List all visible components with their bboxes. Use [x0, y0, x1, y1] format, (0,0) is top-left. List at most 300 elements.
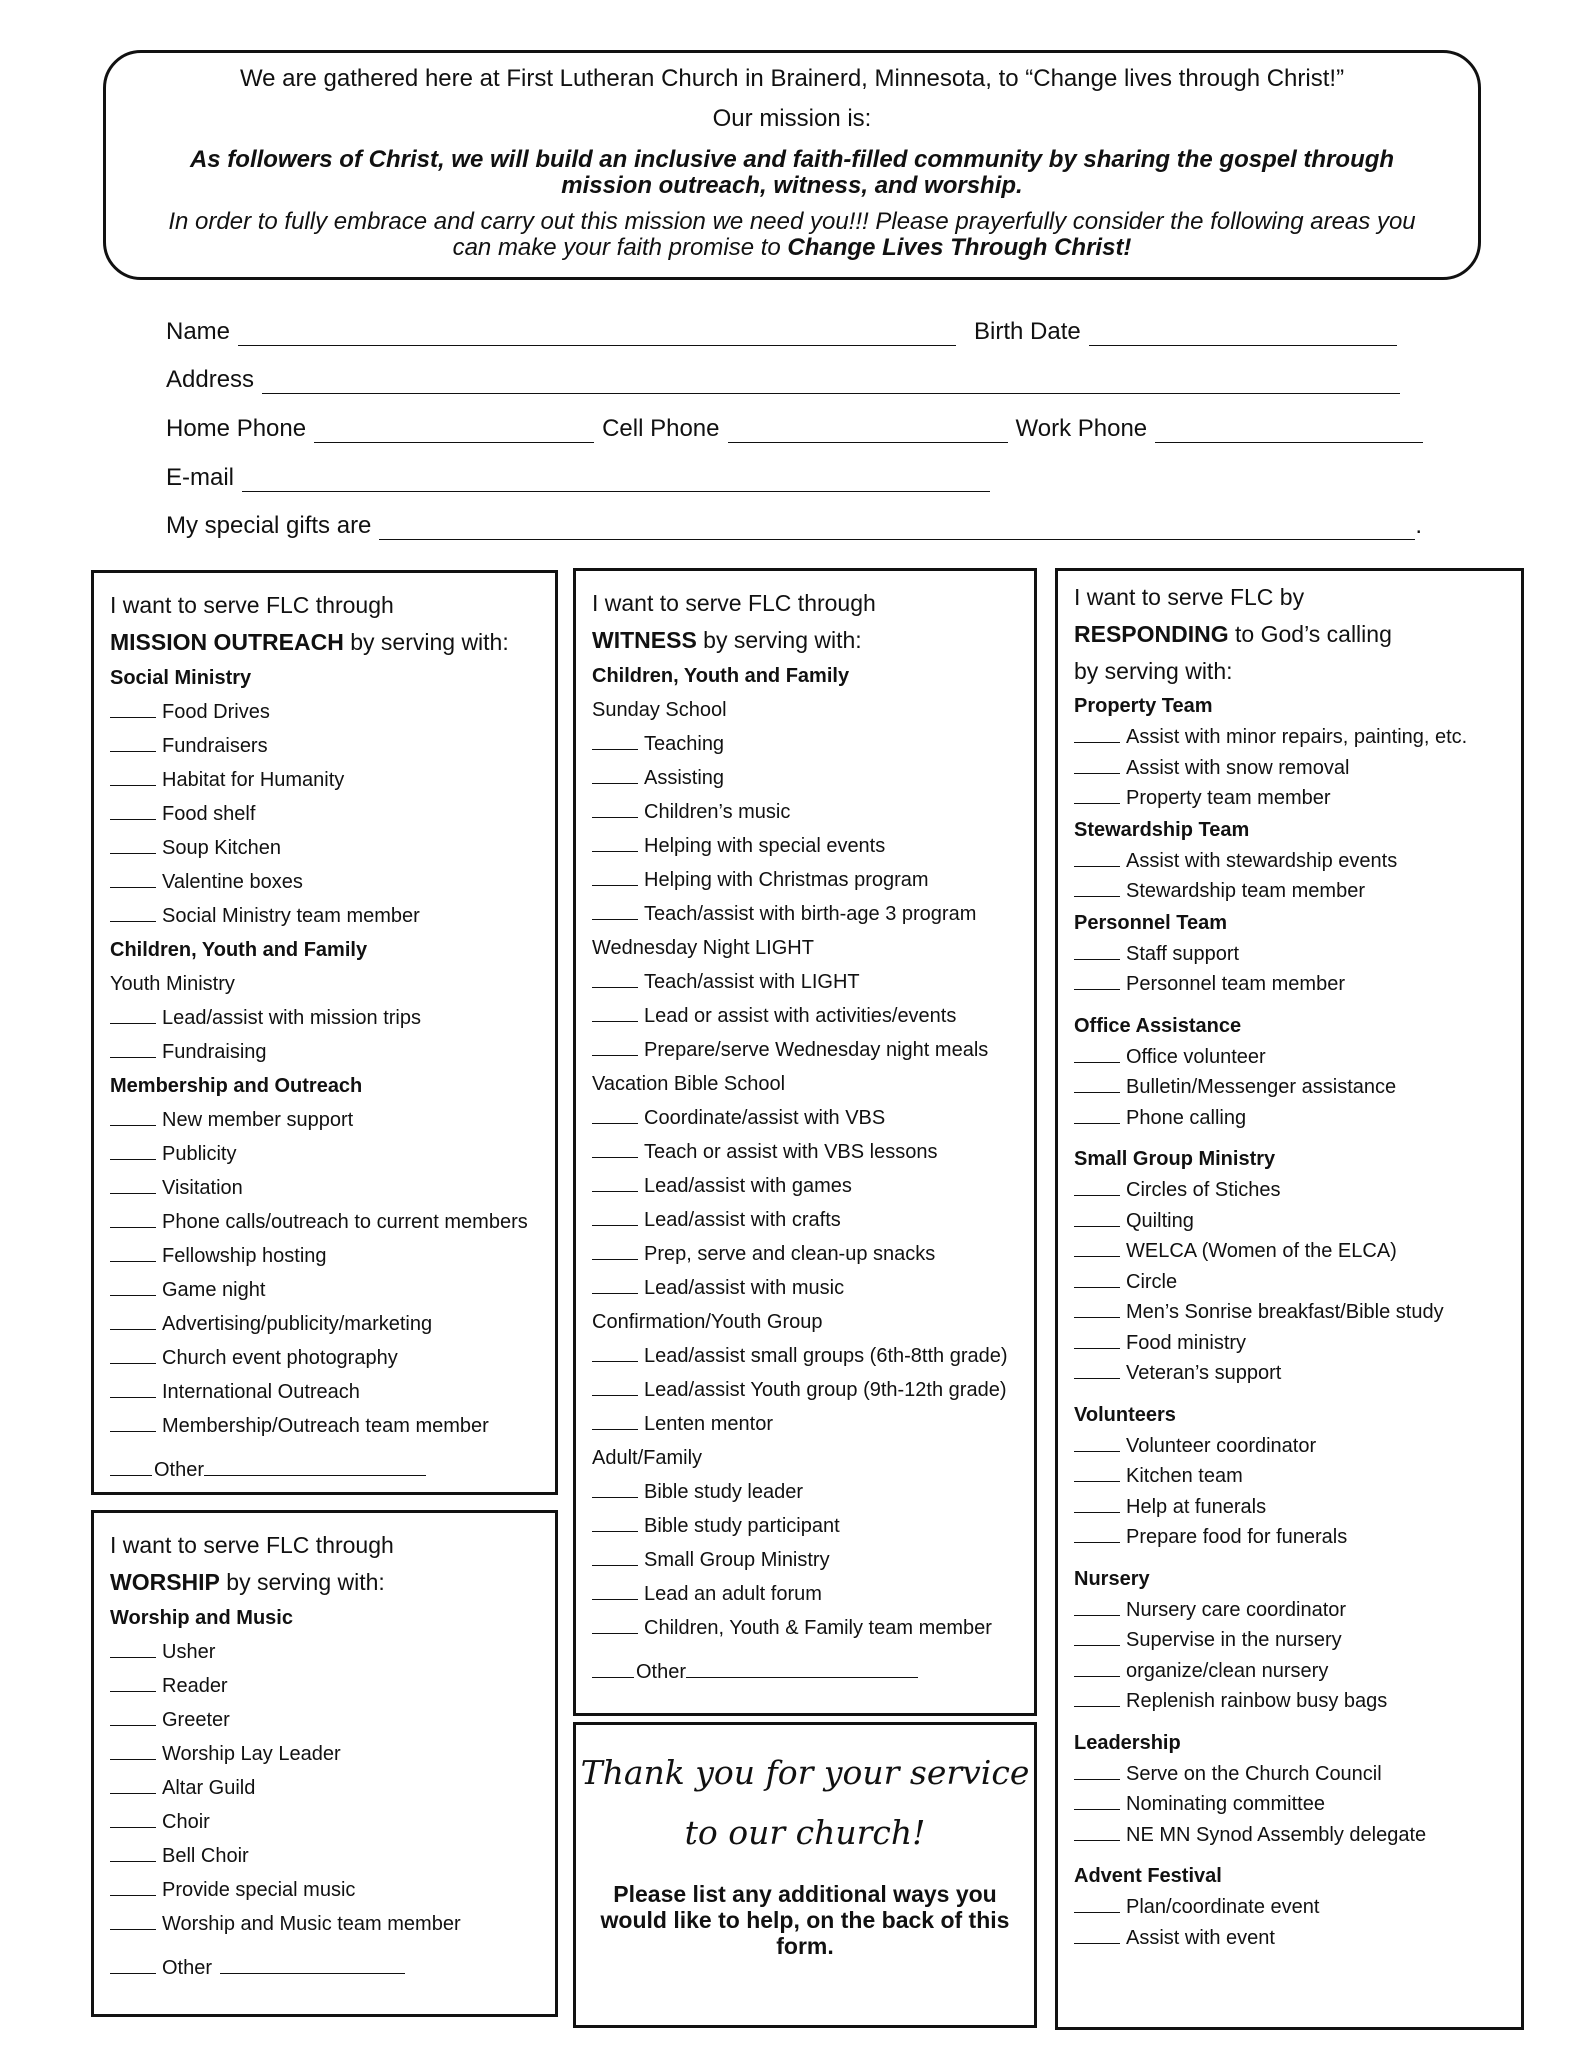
checklist-item-label: Veteran’s support: [1126, 1362, 1282, 1384]
checklist-item: [110, 1375, 539, 1409]
checklist-item: [1074, 1595, 1505, 1626]
checklist-item-label: Fundraising: [162, 1041, 267, 1063]
subsection-title: Youth Ministry: [110, 973, 235, 995]
checkbox-blank[interactable]: [1074, 1360, 1120, 1379]
checklist-item-label: Lead an adult forum: [644, 1583, 822, 1605]
checklist-item: [1074, 1431, 1505, 1462]
checklist-item-label: Social Ministry team member: [162, 905, 420, 927]
witness-other-row: [592, 1655, 1018, 1689]
checkbox-blank[interactable]: [592, 799, 638, 818]
checklist-item: [592, 1339, 1018, 1373]
mission-statement-box: [103, 50, 1481, 280]
checklist-item-label: Fundraisers: [162, 735, 268, 757]
checklist-item: [110, 899, 539, 933]
checkbox-blank[interactable]: [592, 731, 638, 750]
checklist-item-label: Bell Choir: [162, 1845, 249, 1867]
home-phone-label: Home Phone: [166, 415, 307, 442]
section-title: Volunteers: [1074, 1403, 1176, 1426]
checklist-item: [592, 1475, 1018, 1509]
checkbox-blank[interactable]: [592, 1659, 634, 1678]
responding-heading-rest: to God’s calling: [1228, 621, 1392, 647]
checklist-item-label: Lead/assist small groups (6th-8tth grade): [644, 1345, 1008, 1367]
checkbox-blank[interactable]: [592, 1037, 638, 1056]
checklist-item: [1074, 1820, 1505, 1851]
checkbox-blank[interactable]: [1074, 1074, 1120, 1093]
checkbox-blank[interactable]: [1074, 1044, 1120, 1063]
checkbox-blank[interactable]: [110, 1413, 156, 1432]
checkbox-blank[interactable]: [110, 1209, 156, 1228]
checklist-item: [592, 1033, 1018, 1067]
checkbox-blank[interactable]: [1074, 1524, 1120, 1543]
checklist-item-label: Circle: [1126, 1270, 1178, 1293]
checkbox-blank[interactable]: [592, 901, 638, 920]
checklist-item: [592, 727, 1018, 761]
checklist-item-label: Teach/assist with LIGHT: [644, 971, 860, 993]
checkbox-blank[interactable]: [110, 1707, 156, 1726]
checkbox-blank[interactable]: [110, 1955, 156, 1974]
mission-outreach-intro: I want to serve FLC through: [110, 592, 394, 618]
checklist-item: [1074, 753, 1505, 784]
checkbox-blank[interactable]: [592, 1139, 638, 1158]
checkbox-blank[interactable]: [1074, 1238, 1120, 1257]
checkbox-blank[interactable]: [1074, 941, 1120, 960]
section-title: Property Team: [1074, 695, 1213, 717]
gifts-field[interactable]: [379, 517, 1415, 540]
checklist-item-label: Altar Guild: [162, 1777, 256, 1799]
checkbox-blank[interactable]: [592, 1003, 638, 1022]
checklist-item: [110, 797, 539, 831]
other-field[interactable]: [204, 1457, 426, 1476]
checklist-item-label: Quilting: [1126, 1209, 1194, 1232]
checklist-item: [592, 897, 1018, 931]
mission-outreach-heading-rest: by serving with:: [343, 629, 509, 655]
cell-phone-field[interactable]: [728, 420, 1008, 443]
checklist-item-label: Men’s Sonrise breakfast/Bible study: [1126, 1301, 1444, 1323]
checkbox-blank[interactable]: [110, 733, 156, 752]
checklist-item: [1074, 1656, 1505, 1687]
section-title: Social Ministry: [110, 667, 252, 689]
checklist-item: [1074, 1072, 1505, 1103]
checklist-item: [110, 1771, 539, 1805]
checklist-item: [110, 763, 539, 797]
checklist-item: [592, 1509, 1018, 1543]
checklist-item: [110, 1839, 539, 1873]
checklist-item-label: Help at funerals: [1126, 1495, 1267, 1518]
checklist-item: [110, 865, 539, 899]
checkbox-blank[interactable]: [110, 1039, 156, 1058]
checklist-item-label: Greeter: [162, 1709, 230, 1731]
checkbox-blank[interactable]: [592, 1207, 638, 1226]
checkbox-blank[interactable]: [1074, 1208, 1120, 1227]
checklist-item: [1074, 1267, 1505, 1298]
checkbox-blank[interactable]: [1074, 1177, 1120, 1196]
checkbox-blank[interactable]: [1074, 1330, 1120, 1349]
worship-other-row: [110, 1951, 539, 1985]
checklist-item-label: Food shelf: [162, 803, 256, 825]
checklist-item-label: Phone calling: [1126, 1106, 1247, 1129]
gifts-row: [166, 512, 1422, 540]
checklist-item: [1074, 1923, 1505, 1954]
checklist-item-label: Teaching: [644, 733, 725, 755]
checklist-item-label: Prepare/serve Wednesday night meals: [644, 1039, 989, 1061]
checklist-item-label: Bible study leader: [644, 1481, 803, 1503]
checklist-item: [592, 1101, 1018, 1135]
checkbox-blank[interactable]: [592, 1377, 638, 1396]
checkbox-blank[interactable]: [592, 833, 638, 852]
invite-text-bold: Change Lives Through Christ!: [787, 234, 1132, 261]
checkbox-blank[interactable]: [1074, 878, 1120, 897]
checklist-item: [110, 1873, 539, 1907]
checkbox-blank[interactable]: [110, 699, 156, 718]
checkbox-blank[interactable]: [1074, 1105, 1120, 1124]
checklist-item-label: Bulletin/Messenger assistance: [1126, 1076, 1397, 1098]
checkbox-blank[interactable]: [592, 1411, 638, 1430]
checkbox-blank[interactable]: [592, 1615, 638, 1634]
responding-intro: I want to serve FLC by: [1074, 584, 1305, 610]
checkbox-blank[interactable]: [110, 1277, 156, 1296]
checkbox-blank[interactable]: [592, 1479, 638, 1498]
checklist-item-label: Lenten mentor: [644, 1413, 773, 1435]
checkbox-blank[interactable]: [1074, 1822, 1120, 1841]
checkbox-blank[interactable]: [110, 1107, 156, 1126]
checkbox-blank[interactable]: [110, 1877, 156, 1896]
checkbox-blank[interactable]: [110, 869, 156, 888]
checkbox-blank[interactable]: [1074, 1627, 1120, 1646]
checklist-item: [110, 1001, 539, 1035]
checkbox-blank[interactable]: [110, 1639, 156, 1658]
checklist-item-label: Plan/coordinate event: [1126, 1896, 1320, 1918]
checklist-item-label: Teach/assist with birth-age 3 program: [644, 903, 977, 925]
checklist-item-label: Choir: [162, 1811, 210, 1833]
checkbox-blank[interactable]: [1074, 1494, 1120, 1513]
checkbox-blank[interactable]: [110, 1809, 156, 1828]
mission-outreach-sections: [110, 661, 539, 1443]
section-title: Children, Youth and Family: [110, 939, 368, 961]
invite-text-body: In order to fully embrace and carry out this mission we need you!!! Please prayerfully consider the following areas you can make your faith promise to: [168, 208, 1416, 261]
checklist-item-label: Circles of Stiches: [1126, 1179, 1281, 1201]
checklist-item: [110, 1205, 539, 1239]
checkbox-blank[interactable]: [592, 1547, 638, 1566]
checklist-item: [1074, 783, 1505, 814]
thank-you-line-2: to our church!: [684, 1813, 926, 1852]
checklist-item-label: Staff support: [1126, 942, 1240, 965]
work-phone-label: Work Phone: [1015, 415, 1148, 442]
subsection-title: Sunday School: [592, 699, 727, 721]
checklist-item: [110, 831, 539, 865]
name-field[interactable]: [238, 323, 956, 346]
checkbox-blank[interactable]: [592, 1275, 638, 1294]
checkbox-blank[interactable]: [110, 1141, 156, 1160]
checklist-item-label: Prepare food for funerals: [1126, 1526, 1348, 1548]
address-row: [166, 366, 1408, 394]
work-phone-field[interactable]: [1155, 420, 1423, 443]
checkbox-blank[interactable]: [1074, 1894, 1120, 1913]
section-title: Advent Festival: [1074, 1865, 1222, 1887]
checklist-item: [592, 829, 1018, 863]
intro-line: We are gathered here at First Lutheran Church in Brainerd, Minnesota, to “Change lives through Christ!”: [239, 65, 1345, 92]
witness-heading-rest: by serving with:: [696, 627, 862, 653]
checklist-item: [110, 1137, 539, 1171]
birth-date-field[interactable]: [1089, 323, 1397, 346]
checklist-item: [1074, 1522, 1505, 1553]
checklist-item: [1074, 1103, 1505, 1134]
checkbox-blank[interactable]: [110, 1345, 156, 1364]
witness-groups: [592, 693, 1018, 1645]
checklist-item: [110, 1805, 539, 1839]
other-field[interactable]: [220, 1955, 405, 1974]
checkbox-blank[interactable]: [592, 1343, 638, 1362]
checklist-item-label: Worship Lay Leader: [162, 1743, 341, 1765]
checkbox-blank[interactable]: [1074, 1658, 1120, 1677]
other-label: Other: [636, 1661, 687, 1683]
checklist-item: [592, 863, 1018, 897]
checkbox-blank[interactable]: [592, 1173, 638, 1192]
checklist-item: [1074, 1686, 1505, 1717]
checkbox-blank[interactable]: [1074, 755, 1120, 774]
checklist-item-label: Small Group Ministry: [644, 1549, 830, 1571]
checkbox-blank[interactable]: [1074, 1761, 1120, 1780]
checklist-item-label: Stewardship team member: [1126, 880, 1365, 902]
email-row: [166, 464, 998, 492]
checkbox-blank[interactable]: [110, 903, 156, 922]
checklist-item: [1074, 1358, 1505, 1389]
worship-intro: I want to serve FLC through: [110, 1532, 394, 1558]
checklist-item-label: Provide special music: [162, 1879, 356, 1901]
checklist-item: [592, 1203, 1018, 1237]
checklist-item-label: Reader: [162, 1675, 228, 1697]
name-row: [166, 318, 1405, 346]
checklist-item: [110, 1307, 539, 1341]
checklist-item-label: Property team member: [1126, 787, 1331, 809]
checklist-item: [592, 761, 1018, 795]
responding-box: [1055, 568, 1524, 2030]
checklist-item: [110, 1635, 539, 1669]
checklist-item-label: Visitation: [162, 1177, 243, 1199]
checklist-item-label: Habitat for Humanity: [162, 769, 345, 791]
checkbox-blank[interactable]: [592, 1105, 638, 1124]
checklist-item: [110, 1171, 539, 1205]
checklist-item: [1074, 1042, 1505, 1073]
checklist-item: [592, 999, 1018, 1033]
checkbox-blank[interactable]: [110, 1175, 156, 1194]
checklist-item-label: Assist with stewardship events: [1126, 849, 1398, 872]
mission-outreach-heading-bold: MISSION OUTREACH: [110, 629, 344, 655]
checklist-item-label: Advertising/publicity/marketing: [162, 1313, 433, 1335]
section-title: Nursery: [1074, 1567, 1150, 1590]
checklist-item: [592, 795, 1018, 829]
checklist-item-label: Lead or assist with activities/events: [644, 1005, 957, 1027]
checklist-item-label: Assist with snow removal: [1126, 756, 1350, 779]
section-title: Small Group Ministry: [1074, 1148, 1276, 1170]
checkbox-blank[interactable]: [110, 1005, 156, 1024]
checklist-item-label: New member support: [162, 1109, 354, 1131]
checkbox-blank[interactable]: [110, 1243, 156, 1262]
email-label: E-mail: [166, 464, 235, 491]
worship-heading: [110, 1564, 539, 1601]
checkbox-blank[interactable]: [110, 1843, 156, 1862]
checklist-item-label: Lead/assist with music: [644, 1277, 845, 1299]
other-label: Other: [154, 1459, 205, 1481]
checklist-item: [592, 1373, 1018, 1407]
checkbox-blank[interactable]: [592, 765, 638, 784]
worship-heading-rest: by serving with:: [219, 1569, 385, 1595]
checklist-item-label: Coordinate/assist with VBS: [644, 1107, 886, 1129]
responding-sections: [1074, 690, 1505, 1953]
witness-section-title: Children, Youth and Family: [592, 665, 850, 687]
checklist-item: [592, 1135, 1018, 1169]
checklist-item: [110, 729, 539, 763]
checklist-item-label: Usher: [162, 1641, 216, 1663]
witness-box: [573, 568, 1037, 1716]
checkbox-blank[interactable]: [592, 969, 638, 988]
checklist-item: [110, 1035, 539, 1069]
checklist-item-label: organize/clean nursery: [1126, 1659, 1329, 1682]
checklist-item-label: Supervise in the nursery: [1126, 1629, 1342, 1651]
checklist-item: [110, 1273, 539, 1307]
checkbox-blank[interactable]: [1074, 1299, 1120, 1318]
checkbox-blank[interactable]: [1074, 1269, 1120, 1288]
checkbox-blank[interactable]: [110, 1741, 156, 1760]
home-phone-field[interactable]: [314, 420, 594, 443]
checkbox-blank[interactable]: [1074, 848, 1120, 867]
checklist-item-label: Helping with special events: [644, 835, 886, 857]
worship-section-title: Worship and Music: [110, 1607, 293, 1629]
checklist-item-label: Office volunteer: [1126, 1045, 1266, 1068]
checkbox-blank[interactable]: [1074, 971, 1120, 990]
checklist-item-label: Nursery care coordinator: [1126, 1598, 1347, 1621]
checkbox-blank[interactable]: [110, 1775, 156, 1794]
checklist-item: [110, 1907, 539, 1941]
checklist-item-label: Bible study participant: [644, 1515, 840, 1537]
checklist-item: [110, 1341, 539, 1375]
checklist-item: [110, 1409, 539, 1443]
checklist-item-label: Assisting: [644, 767, 725, 789]
section-title: Office Assistance: [1074, 1014, 1242, 1037]
checklist-item: [1074, 1892, 1505, 1923]
checklist-item-label: Children, Youth & Family team member: [644, 1617, 992, 1639]
responding-intro-3: by serving with:: [1074, 658, 1233, 684]
section-title: Membership and Outreach: [110, 1075, 363, 1097]
checklist-item: [1074, 1789, 1505, 1820]
checklist-item-label: Food ministry: [1126, 1331, 1247, 1354]
checkbox-blank[interactable]: [1074, 1597, 1120, 1616]
checklist-item-label: Food Drives: [162, 701, 270, 723]
other-field[interactable]: [686, 1659, 918, 1678]
checklist-item: [110, 1703, 539, 1737]
checklist-item-label: Lead/assist with games: [644, 1175, 852, 1197]
checklist-item-label: Volunteer coordinator: [1126, 1434, 1317, 1457]
checklist-item: [1074, 969, 1505, 1000]
checkbox-blank[interactable]: [110, 835, 156, 854]
responding-heading: [1074, 616, 1505, 653]
checkbox-blank[interactable]: [592, 1241, 638, 1260]
address-field[interactable]: [262, 371, 1400, 394]
checkbox-blank[interactable]: [110, 767, 156, 786]
checklist-item: [1074, 1625, 1505, 1656]
mission-other-row: [110, 1453, 539, 1487]
checklist-item-label: Church event photography: [162, 1347, 398, 1369]
checkbox-blank[interactable]: [1074, 1688, 1120, 1707]
subsection-title: Vacation Bible School: [592, 1073, 786, 1095]
checklist-item-label: Lead/assist Youth group (9th-12th grade): [644, 1379, 1007, 1401]
checklist-item: [592, 1169, 1018, 1203]
name-label: Name: [166, 318, 231, 345]
checklist-item: [592, 1577, 1018, 1611]
checkbox-blank[interactable]: [110, 801, 156, 820]
checkbox-blank[interactable]: [592, 1581, 638, 1600]
section-title: Personnel Team: [1074, 911, 1228, 934]
checkbox-blank[interactable]: [1074, 724, 1120, 743]
checklist-item: [1074, 1236, 1505, 1267]
subsection-title: Confirmation/Youth Group: [592, 1311, 823, 1333]
checkbox-blank[interactable]: [592, 1513, 638, 1532]
checkbox-blank[interactable]: [110, 1911, 156, 1930]
checklist-item: [592, 1237, 1018, 1271]
checklist-item-label: Nominating committee: [1126, 1793, 1325, 1815]
checkbox-blank[interactable]: [1074, 1463, 1120, 1482]
checklist-item-label: WELCA (Women of the ELCA): [1126, 1240, 1397, 1262]
checkbox-blank[interactable]: [110, 1311, 156, 1330]
witness-heading-bold: WITNESS: [592, 627, 697, 653]
witness-intro: I want to serve FLC through: [592, 590, 876, 616]
additional-ways-note: Please list any additional ways you would like to help, on the back of this form.: [600, 1881, 1010, 1959]
checkbox-blank[interactable]: [110, 1379, 156, 1398]
checkbox-blank[interactable]: [592, 867, 638, 886]
email-field[interactable]: [242, 469, 990, 492]
checklist-item-label: Children’s music: [644, 801, 791, 823]
checklist-item-label: Game night: [162, 1279, 266, 1301]
mission-label: Our mission is:: [712, 105, 872, 132]
mission-text: As followers of Christ, we will build an inclusive and faith-filled community by sharing the gospel through mission outreach, witness, and worship.: [189, 146, 1395, 199]
thank-you-line-1: Thank you for your service: [580, 1753, 1030, 1792]
checklist-item: [1074, 1206, 1505, 1237]
checklist-item: [592, 1611, 1018, 1645]
mission-outreach-heading: [110, 624, 539, 661]
section-title: Stewardship Team: [1074, 818, 1250, 841]
checklist-item-label: Helping with Christmas program: [644, 869, 929, 891]
subsection-title: Adult/Family: [592, 1447, 703, 1469]
checklist-item: [1074, 1461, 1505, 1492]
checklist-item: [1074, 1328, 1505, 1359]
checklist-item-label: Publicity: [162, 1143, 237, 1165]
phone-row: [166, 415, 1431, 443]
checklist-item-label: NE MN Synod Assembly delegate: [1126, 1823, 1427, 1846]
checkbox-blank[interactable]: [1074, 1791, 1120, 1810]
other-label: Other: [162, 1957, 213, 1979]
checkbox-blank[interactable]: [1074, 785, 1120, 804]
section-title: Leadership: [1074, 1731, 1181, 1754]
mission-outreach-box: [91, 570, 558, 1495]
checklist-item-label: Prep, serve and clean-up snacks: [644, 1243, 936, 1265]
checklist-item-label: Serve on the Church Council: [1126, 1762, 1382, 1785]
checklist-item: [110, 695, 539, 729]
checklist-item-label: Fellowship hosting: [162, 1245, 327, 1267]
checklist-item-label: Replenish rainbow busy bags: [1126, 1690, 1388, 1712]
checklist-item-label: Personnel team member: [1126, 973, 1345, 995]
checkbox-blank[interactable]: [1074, 1925, 1120, 1944]
checklist-item-label: Worship and Music team member: [162, 1913, 461, 1935]
checklist-item-label: Teach or assist with VBS lessons: [644, 1141, 938, 1163]
checkbox-blank[interactable]: [110, 1673, 156, 1692]
checkbox-blank[interactable]: [110, 1457, 152, 1476]
address-label: Address: [166, 366, 255, 393]
checkbox-blank[interactable]: [1074, 1433, 1120, 1452]
checklist-item-label: Assist with minor repairs, painting, etc.: [1126, 726, 1468, 748]
checklist-item: [592, 965, 1018, 999]
checklist-item-label: Lead/assist with crafts: [644, 1209, 841, 1231]
checklist-item-label: Phone calls/outreach to current members: [162, 1211, 528, 1233]
witness-heading: [592, 622, 1018, 659]
